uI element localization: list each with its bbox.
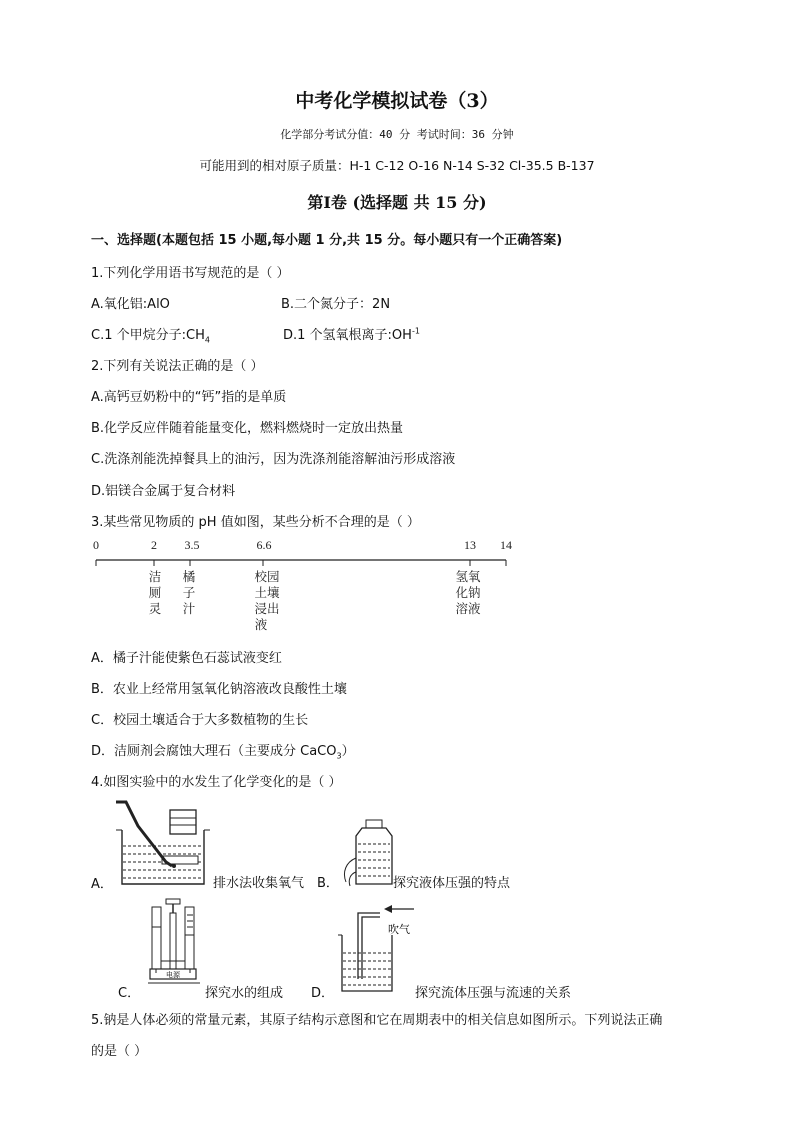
figure-a-gas-collection [108,800,213,888]
ph-tick-label: 14 [500,538,512,552]
q1-option-b: B.二个氮分子：2N [281,297,391,312]
q1-option-c: C.1 个甲烷分子$:CH_4$ [91,328,210,345]
q3-stem: 3.某些常见物质的 pH 值如图，某些分析不合理的是（ ） [91,515,420,530]
ph-label-cleaner: 洁 [148,569,162,584]
figure-b-caption: 探究液体压强的特点 [393,876,511,891]
ph-tick-label: 6.6 [256,538,272,552]
figure-b-letter: B． [317,876,339,891]
ph-label-soil: 土壤 [254,585,280,600]
ph-label-soil: 校园 [254,569,280,584]
blow-arrow-icon [384,905,392,913]
ph-label-orange: 橘 [182,569,196,584]
ph-tick-label: 13 [464,538,476,552]
q2-option-a: A.高钙豆奶粉中的“钙”指的是单质 [91,390,287,405]
ph-label-naoh: 溶液 [455,601,481,616]
q1-stem: 1.下列化学用语书写规范的是（ ） [91,266,290,281]
q3-option-d: D．洁厕剂会腐蚀大理石（主要成分 CaCO$_3$） [91,744,355,761]
figure-d-caption: 探究流体压强与流速的关系 [415,986,572,1001]
q4-stem: 4.如图实验中的水发生了化学变化的是（ ） [91,775,342,790]
score-info: 化学部分考试分值：40 分 考试时间：36 分钟 [280,128,514,141]
ph-tick-label: 3.5 [184,538,200,552]
ph-tick-label: 0 [93,538,99,552]
q3-option-a: A．橘子汁能使紫色石蕊试液变红 [91,651,282,666]
ph-label-naoh: 化钠 [455,585,481,600]
figure-c-letter: C． [118,986,141,1001]
figure-d-fluid-pressure [336,905,418,997]
ph-label-orange: 汁 [182,601,196,616]
ph-label-soil: 浸出 [254,601,280,616]
figure-c-electrolysis [142,895,204,993]
q1-option-d: D.1 个氢氧根离子$:OH^{-1}$ [283,326,420,343]
power-supply-label: 电源 [166,971,180,979]
q2-stem: 2.下列有关说法正确的是（ ） [91,359,264,374]
q1-option-a: A.氧化铝:AlO [91,297,170,312]
ph-label-cleaner: 灵 [148,601,162,616]
q3-option-b: B．农业上经常用氢氧化钠溶液改良酸性土壤 [91,682,347,697]
figure-a-letter: A． [91,877,113,892]
q2-option-b: B.化学反应伴随着能量变化，燃料燃烧时一定放出热量 [91,421,404,436]
ph-label-naoh: 氢氧 [455,569,481,584]
atomic-masses: 可能用到的相对原子质量：H-1 C-12 O-16 N-14 S-32 Cl-35.5 B-137 [199,158,595,173]
figure-d-letter: D． [311,986,335,1001]
figure-b-liquid-pressure [338,818,394,888]
q5-stem-line2: 的是（ ） [91,1044,148,1059]
ph-label-cleaner: 厕 [148,585,162,600]
part-heading: 一、选择题(本题包括 15 小题,每小题 1 分,共 15 分。每小题只有一个正确答案) [91,233,563,248]
ph-tick-label: 2 [151,538,157,552]
section-title: 第Ⅰ卷 (选择题 共 15 分) [307,193,487,212]
q5-stem-line1: 5.钠是人体必须的常量元素，其原子结构示意图和它在周期表中的相关信息如图所示。下列说法正确 [91,1013,663,1028]
q2-option-c: C.洗涤剂能洗掉餐具上的油污，因为洗涤剂能溶解油污形成溶液 [91,452,456,467]
ph-scale-figure [88,535,518,640]
q3-option-c: C．校园土壤适合于大多数植物的生长 [91,713,309,728]
figure-a-caption: 排水法收集氧气 [213,876,305,891]
blow-label: 吹气 [388,923,410,936]
page-title: 中考化学模拟试卷（3） [295,90,499,112]
ph-label-orange: 子 [182,585,196,600]
figure-c-caption: 探究水的组成 [205,986,284,1001]
q2-option-d: D.铝镁合金属于复合材料 [91,484,236,499]
ph-label-soil: 液 [254,617,268,632]
